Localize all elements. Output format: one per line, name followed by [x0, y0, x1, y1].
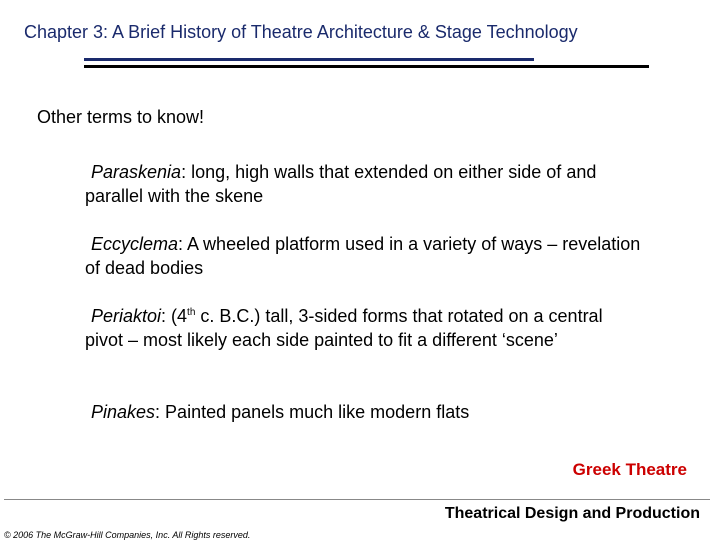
footer-divider — [4, 499, 710, 500]
term-pinakes — [85, 400, 645, 424]
header-rule-blue — [84, 58, 534, 61]
ordinal-superscript: th — [187, 307, 196, 318]
term-name: Pinakes — [91, 402, 156, 422]
term-name: Periaktoi — [91, 306, 162, 326]
term-definition-prefix: : (4 — [161, 306, 188, 326]
term-periaktoi — [85, 304, 645, 352]
intro-heading: Other terms to know! — [37, 107, 205, 127]
copyright-notice: © 2006 The McGraw-Hill Companies, Inc. All Rights reserved. — [4, 530, 251, 540]
term-definition: : long, high walls that extended on either side of and parallel with the skene — [85, 162, 597, 206]
section-label: Greek Theatre — [572, 460, 687, 479]
term-name: Eccyclema — [91, 234, 179, 254]
header-rule-dark — [84, 65, 649, 68]
term-name: Paraskenia — [91, 162, 182, 182]
term-eccyclema — [85, 232, 645, 280]
term-paraskenia — [85, 160, 645, 208]
book-title: Theatrical Design and Production — [444, 505, 700, 522]
term-definition: : A wheeled platform used in a variety of ways – revelation of dead bodies — [85, 234, 641, 278]
page-title: Chapter 3: A Brief History of Theatre Architecture & Stage Technology — [24, 22, 578, 42]
term-definition: : Painted panels much like modern flats — [155, 402, 470, 422]
term-definition: c. B.C.) tall, 3-sided forms that rotated on a central pivot – most likely each side painted to fit a different ‘scene’ — [85, 306, 603, 350]
